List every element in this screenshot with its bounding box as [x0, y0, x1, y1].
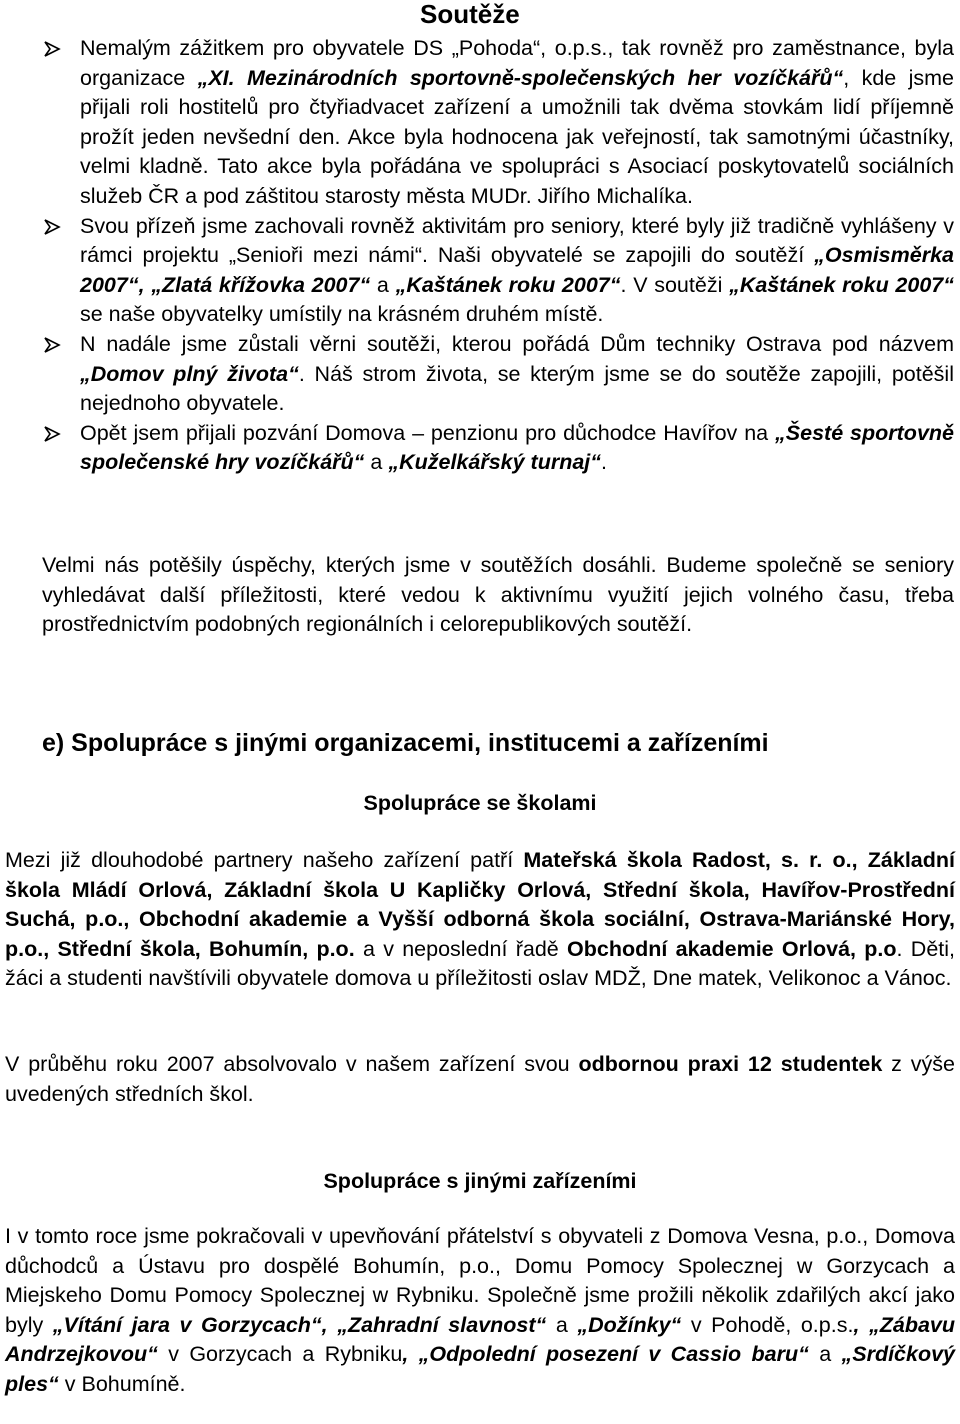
paragraph-text: V průběhu roku 2007 absolvovalo v našem zařízení svou [5, 1052, 579, 1076]
item-text: . V soutěži [620, 272, 730, 297]
event-name: „Srdíčkový ples“ [5, 1342, 956, 1396]
item-text: Svou přízeň jsme zachovali rovněž aktivitám pro seniory, které byly již tradičně vyhlášeny v rámci projektu „Senioři mezi námi“. Naši obyvatelé se zapojili do soutěží [80, 213, 954, 268]
subsection-heading-facilities: Spolupráce s jinými zařízeními [323, 1169, 637, 1193]
paragraph-text: a [546, 1312, 578, 1337]
item-text: se naše obyvatelky umístily na krásném druhém místě. [80, 302, 604, 327]
paragraph-text: v Bohumíně. [58, 1371, 186, 1396]
paragraph-text: a v neposlední řadě [354, 936, 568, 961]
event-name: „XI. Mezinárodních sportovně-společenských her vozíčkářů“ [197, 65, 844, 90]
event-name: „Osmisměrka 2007“, „Zlatá křížovka 2007“ [80, 243, 954, 297]
item-text: a [364, 450, 389, 475]
school-name: Obchodní akademie Orlová, p.o [567, 936, 897, 961]
item-text: N nadále jsme zůstali věrni soutěži, kterou pořádá Dům techniky Ostrava pod názvem [80, 331, 954, 356]
paragraph-text: I v tomto roce jsme pokračovali v upevňování přátelství s obyvateli z Domova Vesna, p.o., Domova důchodců a Ústavu pro dospělé Bohumín, p.o., Domu Pomocy Spolecznej w Gorzycach a Miejskeho Domu Pomocy Spolecznej w Rybniku. Společně jsme prožili několik zdařilých akcí jako byly [5, 1224, 955, 1337]
schools-paragraph [5, 846, 955, 994]
facilities-paragraph [5, 1222, 955, 1400]
arrow-bullet-icon [42, 34, 64, 63]
arrow-bullet-icon [42, 212, 64, 241]
paragraph-text: v Pohodě, o.p.s. [681, 1312, 854, 1337]
arrow-bullet-icon [42, 330, 64, 359]
event-name: „Dožínky“ [577, 1312, 682, 1337]
event-name: „Kaštánek roku 2007“ [395, 272, 621, 297]
arrow-bullet-icon [42, 419, 64, 448]
subsection-heading-schools: Spolupráce se školami [363, 791, 597, 815]
item-text: , kde jsme přijali roli hostitelů pro čtyřiadvacet zařízení a umožnili tak dvěma stovkám lidí příjemně prožít jeden nevšední den. Akce byla hodnocena jak veřejností, tak samotnými účastníky, velmi kladně. Tato akce byla pořádána ve spolupráci s Asociací poskytovatelů sociálních služeb ČR a pod záštitou starosty města MUDr. Jiřího Michalíka. [80, 65, 955, 208]
competition-list [42, 34, 954, 478]
summary-paragraph: Velmi nás potěšily úspěchy, kterých jsme v soutěžích dosáhli. Budeme společně se seniory vyhledávat další příležitosti, které vedou k aktivnímu využití jejich volného času, třeba prostřednictvím podobných regionálních i celorepublikových soutěží. [42, 553, 954, 637]
item-text: . Náš strom života, se kterým jsme se do soutěže zapojili, potěšil nejednoho obyvatele. [80, 361, 954, 416]
paragraph-text: a [808, 1342, 842, 1367]
list-item [42, 34, 954, 212]
paragraph-text: v Gorzycach a Rybniku [157, 1342, 403, 1367]
paragraph-text: Mezi již dlouhodobé partnery našeho zařízení patří [5, 848, 524, 872]
list-item [42, 330, 954, 419]
event-name: „Domov plný života“ [80, 361, 299, 386]
school-names: Mateřská škola Radost, s. r. o., Základní škola Mládí Orlová, Základní škola U Kapličky Orlová, Střední škola, Havířov-Prostřední Suchá, p.o., Obchodní akademie a Vyšší odborná škola sociální, Ostrava-Mariánské Hory, p.o., Střední škola, Bohumín, p.o. [5, 848, 956, 961]
item-text: . [601, 450, 608, 475]
section-heading: e) Spolupráce s jinými organizacemi, institucemi a zařízeními [42, 729, 769, 757]
item-text: a [370, 272, 396, 297]
list-item [42, 419, 954, 478]
event-name: „Kuželkářský turnaj“ [388, 450, 602, 475]
event-name: „Kaštánek roku 2007“ [729, 272, 954, 297]
event-name: , „Zábavu Andrzejkovou“ [5, 1312, 955, 1367]
paragraph-text: . Děti, žáci a studenti navštívili obyvatele domova u příležitosti oslav MDŽ, Dne matek, Velikonoc a Vánoc. [5, 936, 956, 991]
event-name: „Šesté sportovně společenské hry vozíčkářů“ [80, 420, 954, 475]
paragraph-text: z výše uvedených středních škol. [5, 1052, 955, 1106]
item-text: Nemalým zážitkem pro obyvatele DS „Pohoda“, o.p.s., tak rovněž pro zaměstnance, byla organizace [80, 36, 954, 90]
practice-paragraph [5, 1050, 955, 1109]
practice-highlight: odbornou praxi 12 studentek [578, 1052, 883, 1076]
event-name: , „Odpolední posezení v Cassio baru“ [402, 1342, 809, 1367]
event-name: „Vítání jara v Gorzycach“, „Zahradní slavnost“ [52, 1312, 547, 1337]
list-item [42, 212, 954, 330]
item-text: Opět jsem přijali pozvání Domova – penzionu pro důchodce Havířov na [80, 420, 776, 445]
section-title: Soutěže [420, 0, 520, 29]
